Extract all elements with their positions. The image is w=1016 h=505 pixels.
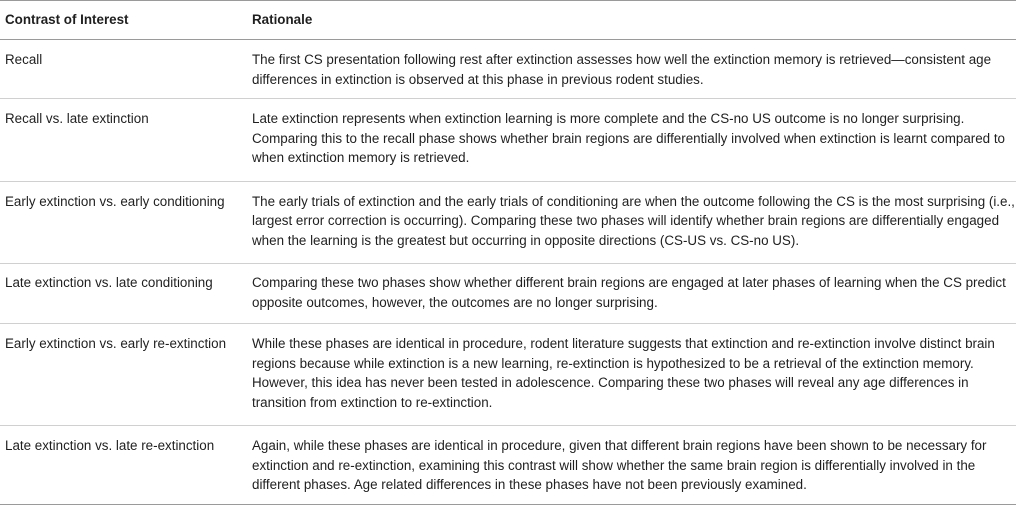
rationale-cell — [252, 181, 1016, 264]
rationale-cell — [252, 324, 1016, 426]
rationale-text: Comparing these two phases show whether different brain regions are engaged at later phases of learning when the CS predict opposite outcomes, however, the outcomes are no longer surprising. — [252, 275, 1006, 310]
rationale-cell — [252, 264, 1016, 324]
rationale-text: The first CS presentation following rest after extinction assesses how well the extinction memory is retrieved—consistent age differences in extinction is observed at this phase in previous rodent studies. — [252, 52, 992, 87]
table-body — [0, 40, 1016, 505]
contrast-text: Early extinction vs. early re-extinction — [5, 336, 227, 351]
contrast-text: Early extinction vs. early conditioning — [5, 193, 225, 209]
rationale-text: The early trials of extinction and the early trials of conditioning are when the outcome following the CS is the most surprising (i.e., largest error correction is occurring). Comparing these two phases will identify whether brain regions are differentially engaged when the learning is the greatest but occurring in opposite directions (CS-US vs. CS-no US). — [252, 193, 1015, 248]
table-row — [0, 264, 1016, 324]
contrast-text: Late extinction vs. late re-extinction — [5, 438, 215, 453]
contrast-text: Recall vs. late extinction — [5, 111, 149, 126]
contrast-cell — [0, 99, 252, 182]
contrast-cell — [0, 426, 252, 505]
rationale-cell — [252, 99, 1016, 182]
rationale-text: Again, while these phases are identical in procedure, given that different brain regions have been shown to be necessary for extinction and re-extinction, examining this contrast will show whether the same brain region is differentially involved in the different phases. Age related differences in these phases have not been previously examined. — [252, 438, 987, 492]
contrast-cell — [0, 324, 252, 426]
rationale-cell — [252, 40, 1016, 99]
contrast-cell — [0, 264, 252, 324]
contrast-text: Recall — [5, 52, 43, 67]
table-row — [0, 99, 1016, 182]
table-row — [0, 324, 1016, 426]
contrast-cell — [0, 181, 252, 264]
contrast-text: Late extinction vs. late conditioning — [5, 275, 213, 290]
contrast-cell — [0, 40, 252, 99]
table-row — [0, 181, 1016, 264]
header-rationale: Rationale — [252, 1, 1016, 40]
table-row — [0, 426, 1016, 505]
rationale-text: Late extinction represents when extinction learning is more complete and the CS-no US outcome is no longer surprising. Comparing this to the recall phase shows whether brain regions are differentially involved when extinction is learnt compared to when extinction memory is retrieved. — [252, 111, 1006, 165]
rationale-cell — [252, 426, 1016, 505]
table-header — [0, 1, 1016, 40]
table-row — [0, 40, 1016, 99]
rationale-text: While these phases are identical in procedure, rodent literature suggests that extinction and re-extinction involve distinct brain regions because while extinction is a new learning, re-extinction is hypothesized to be a retrieval of the extinction memory. However, this idea has never been tested in adolescence. Comparing these two phases will reveal any age differences in transition from extinction to re-extinction. — [252, 336, 995, 410]
header-row — [0, 1, 1016, 40]
header-contrast: Contrast of Interest — [0, 1, 252, 40]
